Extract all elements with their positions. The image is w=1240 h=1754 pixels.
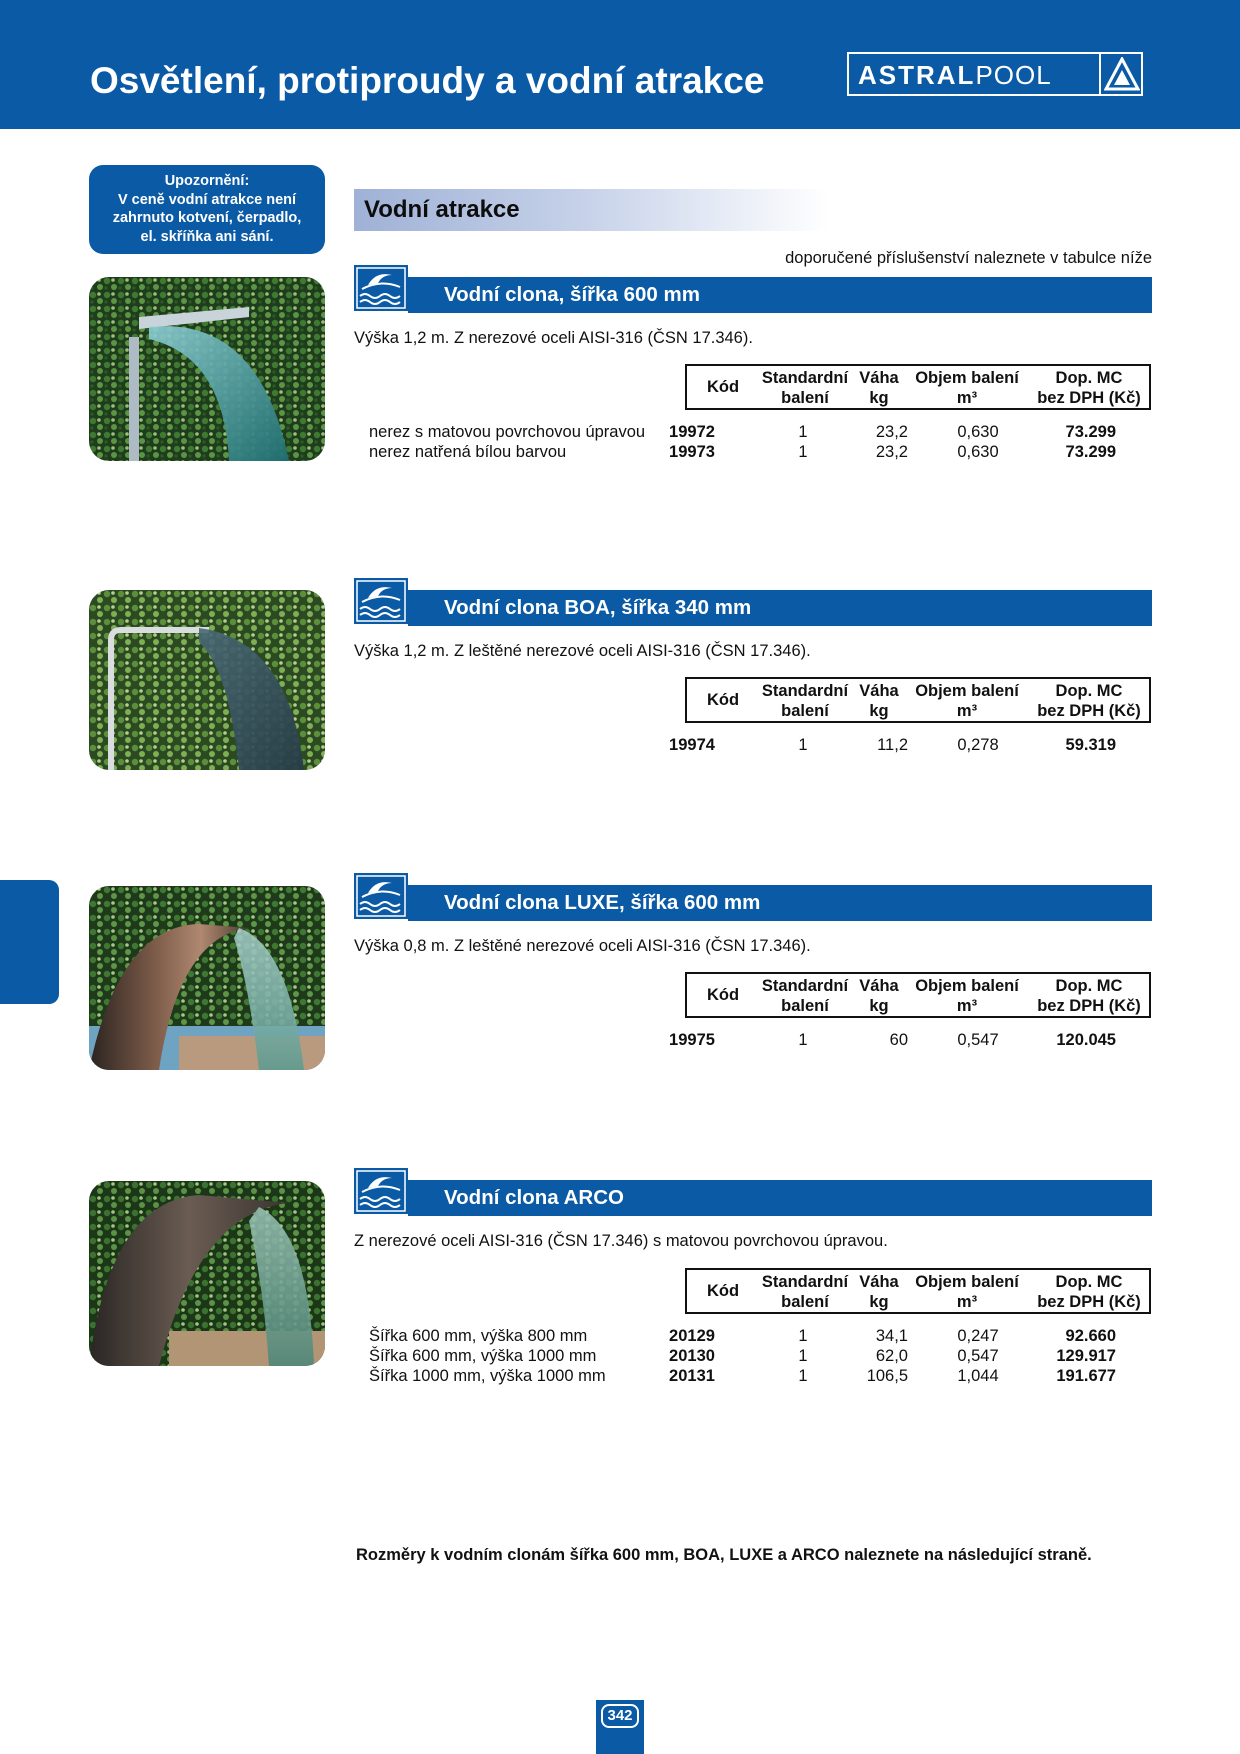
- product-title: Vodní clona, šířka 600 mm: [444, 283, 700, 306]
- table-header: [685, 1268, 1151, 1314]
- product-title: Vodní clona ARCO: [444, 1186, 624, 1209]
- table-row: 19974 1 11,2 0,278 59.319: [669, 736, 1116, 754]
- page-number: 342: [601, 1704, 639, 1728]
- col-kod: Kód: [706, 691, 740, 709]
- col-vaha: Váha kg: [859, 369, 899, 407]
- water-feature-icon: [354, 265, 408, 311]
- product-title-bar: [408, 885, 1152, 921]
- col-standard: Standardní balení: [761, 1273, 849, 1311]
- col-kod: Kód: [706, 378, 740, 396]
- accessory-note: doporučené příslušenství naleznete v tabulce níže: [785, 249, 1152, 267]
- col-objem: Objem balení m³: [915, 682, 1019, 720]
- col-standard: Standardní balení: [761, 369, 849, 407]
- section-header: [354, 189, 829, 231]
- table-header: [685, 677, 1151, 723]
- product-description: Z nerezové oceli AISI-316 (ČSN 17.346) s matovou povrchovou úpravou.: [354, 1232, 888, 1250]
- page-header: [0, 0, 1240, 129]
- warning-title: Upozornění:: [164, 173, 250, 189]
- warning-line: zahrnuto kotvení, čerpadlo,: [112, 210, 302, 226]
- table-row: nerez s matovou povrchovou úpravou 19972 1 23,2 0,630 73.299: [369, 423, 1116, 441]
- warning-line: el. skříňka ani sání.: [140, 228, 274, 245]
- water-feature-icon: [354, 578, 408, 624]
- col-vaha: Váha kg: [859, 977, 899, 1015]
- col-kod: Kód: [706, 1282, 740, 1300]
- table-row: Šířka 600 mm, výška 800 mm 20129 1 34,1 0,247 92.660: [369, 1327, 1116, 1345]
- water-feature-icon: [354, 873, 408, 919]
- col-kod: Kód: [706, 986, 740, 1004]
- col-objem: Objem balení m³: [915, 977, 1019, 1015]
- col-cena: Dop. MC bez DPH (Kč): [1037, 682, 1141, 720]
- chapter-side-tab: [0, 880, 59, 1004]
- col-vaha: Váha kg: [859, 682, 899, 720]
- table-row: Šířka 1000 mm, výška 1000 mm 20131 1 106,5 1,044 191.677: [369, 1367, 1116, 1385]
- section-title: Vodní atrakce: [364, 196, 520, 223]
- warning-line: V ceně vodní atrakce není: [117, 191, 297, 208]
- table-header: [685, 972, 1151, 1018]
- table-row: Šířka 600 mm, výška 1000 mm 20130 1 62,0 0,547 129.917: [369, 1347, 1116, 1365]
- product-title-bar: [408, 277, 1152, 313]
- col-vaha: Váha kg: [859, 1273, 899, 1311]
- col-standard: Standardní balení: [761, 682, 849, 720]
- page-title: Osvětlení, protiproudy a vodní atrakce: [90, 60, 765, 101]
- product-title: Vodní clona BOA, šířka 340 mm: [444, 596, 752, 619]
- col-cena: Dop. MC bez DPH (Kč): [1037, 1273, 1141, 1311]
- footer-note: Rozměry k vodním clonám šířka 600 mm, BOA, LUXE a ARCO naleznete na následující straně.: [356, 1546, 1092, 1564]
- table-header: [685, 364, 1151, 410]
- water-feature-icon: [354, 1168, 408, 1214]
- logo-text-light: POOL: [975, 60, 1052, 90]
- table-row: nerez natřená bílou barvou 19973 1 23,2 0,630 73.299: [369, 443, 1116, 461]
- col-objem: Objem balení m³: [915, 1273, 1019, 1311]
- logo-text-bold: ASTRAL: [858, 60, 976, 90]
- astralpool-logo: [847, 52, 1143, 96]
- product-description: Výška 1,2 m. Z nerezové oceli AISI-316 (ČSN 17.346).: [354, 329, 753, 347]
- logo-triangle-icon: [1104, 57, 1140, 91]
- product-title-bar: [408, 1180, 1152, 1216]
- product-title-bar: [408, 590, 1152, 626]
- col-cena: Dop. MC bez DPH (Kč): [1037, 369, 1141, 407]
- col-standard: Standardní balení: [761, 977, 849, 1015]
- product-description: Výška 0,8 m. Z leštěné nerezové oceli AISI-316 (ČSN 17.346).: [354, 937, 811, 955]
- product-title: Vodní clona LUXE, šířka 600 mm: [444, 891, 761, 914]
- product-description: Výška 1,2 m. Z leštěné nerezové oceli AISI-316 (ČSN 17.346).: [354, 642, 811, 660]
- table-row: 19975 1 60 0,547 120.045: [669, 1031, 1116, 1049]
- warning-box: [89, 165, 325, 254]
- col-objem: Objem balení m³: [915, 369, 1019, 407]
- col-cena: Dop. MC bez DPH (Kč): [1037, 977, 1141, 1015]
